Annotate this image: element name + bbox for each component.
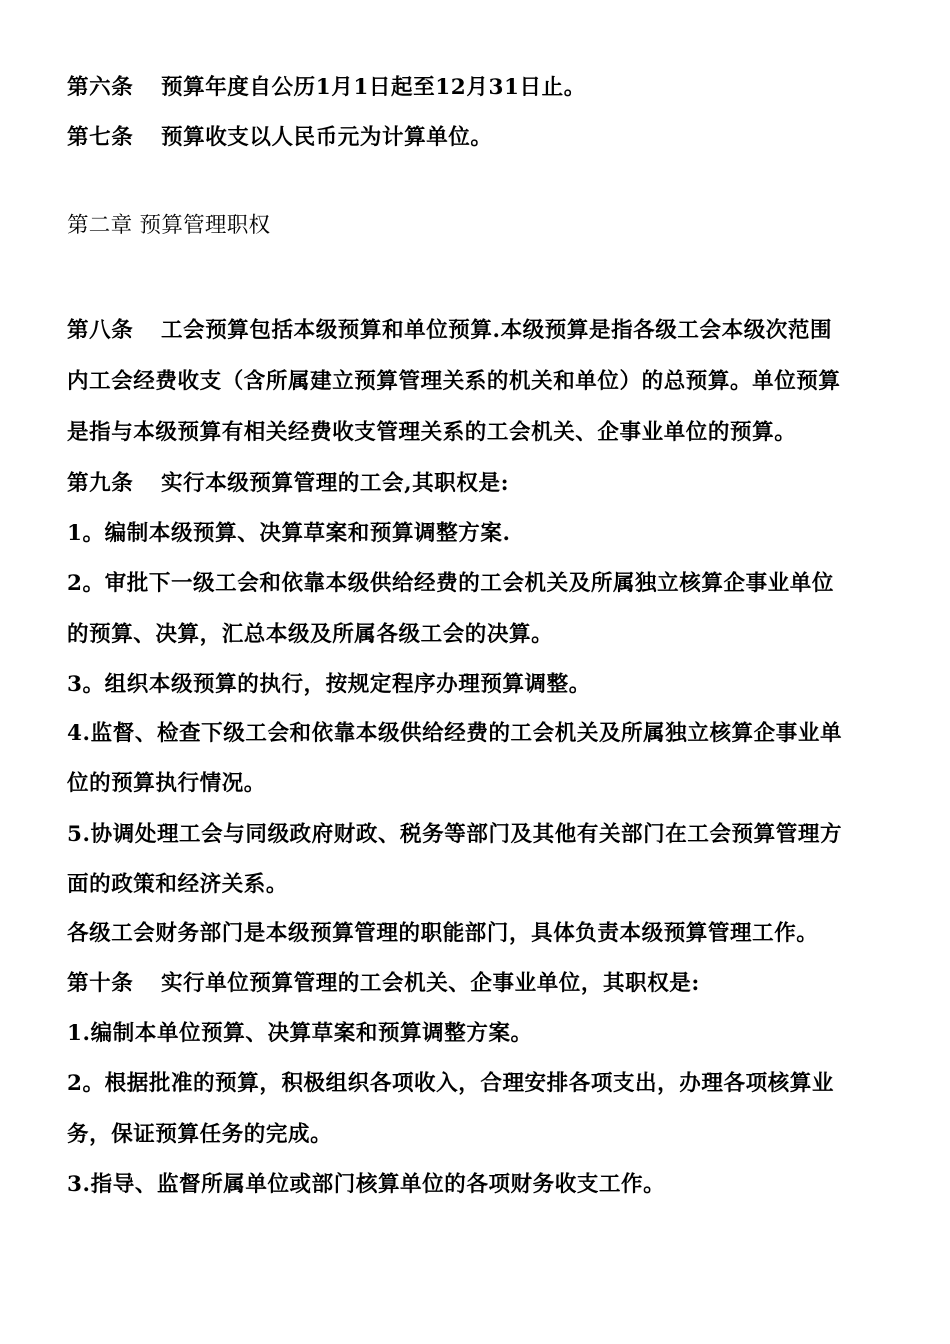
article-9-item-1: 1。编制本级预算、决算草案和预算调整方案.	[67, 521, 511, 546]
article-9-note: 各级工会财务部门是本级预算管理的职能部门，具体负责本级预算管理工作。	[67, 921, 819, 946]
article-9-item-3: 3。组织本级预算的执行，按规定程序办理预算调整。	[67, 672, 591, 697]
article-10	[67, 969, 700, 999]
article-8-line-3: 是指与本级预算有相关经费收支管理关系的工会机关、企事业单位的预算。	[67, 420, 797, 445]
article-9-item-5-line-2: 面的政策和经济关系。	[67, 872, 289, 897]
article-7-label: 第七条	[67, 125, 134, 150]
article-10-item-2-line-1: 2。根据批准的预算，积极组织各项收入，合理安排各项支出，办理各项核算业	[67, 1071, 834, 1096]
article-9	[67, 469, 509, 499]
article-9-item-2-line-2: 的预算、决算，汇总本级及所属各级工会的决算。	[67, 622, 554, 647]
article-8-text-1: 工会预算包括本级预算和单位预算.本级预算是指各级工会本级次范围	[161, 318, 833, 343]
article-10-item-1: 1.编制本单位预算、决算草案和预算调整方案。	[67, 1021, 533, 1046]
article-6-text: 预算年度自公历1月1日起至12月31日止。	[161, 75, 586, 100]
article-10-label: 第十条	[67, 971, 134, 996]
article-9-item-5-line-1: 5.协调处理工会与同级政府财政、税务等部门及其他有关部门在工会预算管理方	[67, 822, 843, 847]
article-6-label: 第六条	[67, 75, 134, 100]
article-10-item-3: 3.指导、监督所属单位或部门核算单位的各项财务收支工作。	[67, 1172, 666, 1197]
article-8-line-1	[67, 316, 832, 346]
chapter-2-heading: 第二章 预算管理职权	[67, 213, 271, 238]
article-9-label: 第九条	[67, 471, 134, 496]
article-6	[67, 73, 586, 103]
article-10-text: 实行单位预算管理的工会机关、企事业单位，其职权是:	[161, 971, 700, 996]
article-8-label: 第八条	[67, 318, 134, 343]
article-8-line-2: 内工会经费收支（含所属建立预算管理关系的机关和单位）的总预算。单位预算	[67, 369, 841, 394]
article-9-item-2-line-1: 2。审批下一级工会和依靠本级供给经费的工会机关及所属独立核算企事业单位	[67, 571, 834, 596]
article-10-item-2-line-2: 务，保证预算任务的完成。	[67, 1122, 333, 1147]
article-9-item-4-line-1: 4.监督、检查下级工会和依靠本级供给经费的工会机关及所属独立核算企事业单	[67, 721, 843, 746]
article-7-text: 预算收支以人民币元为计算单位。	[161, 125, 493, 150]
article-7	[67, 123, 493, 153]
article-9-text: 实行本级预算管理的工会,其职权是:	[161, 471, 510, 496]
article-9-item-4-line-2: 位的预算执行情况。	[67, 771, 266, 796]
